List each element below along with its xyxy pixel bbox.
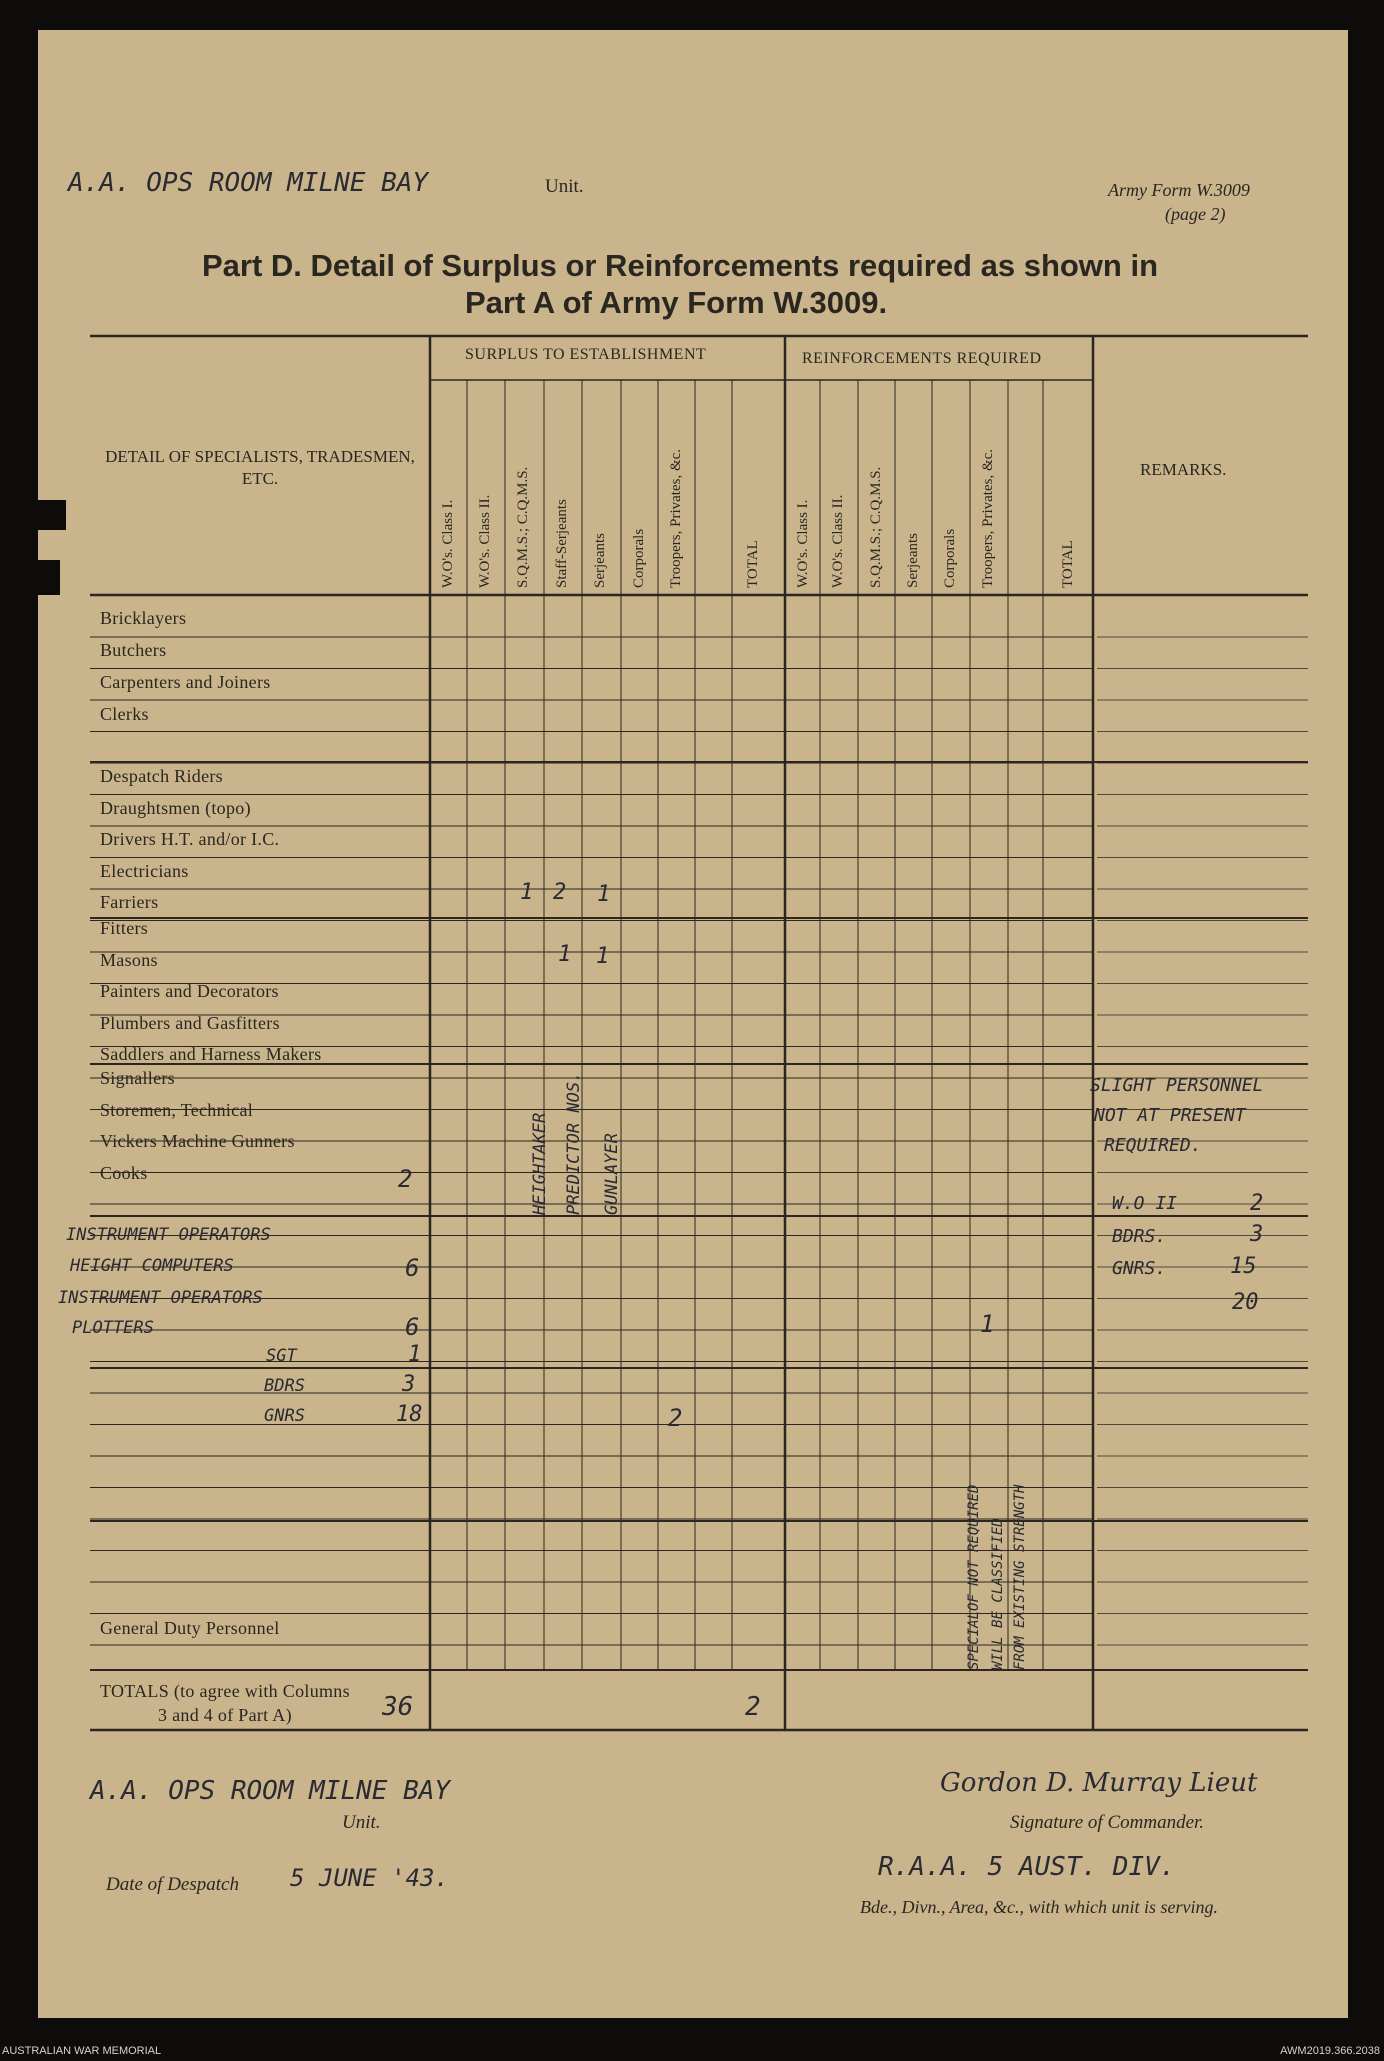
formation-handwritten: R.A.A. 5 AUST. DIV. (878, 1852, 1176, 1882)
row-label: Painters and Decorators (100, 981, 279, 1001)
surplus-column-header: S.Q.M.S.; C.Q.M.S. (515, 466, 531, 588)
reinf-column-header: S.Q.M.S.; C.Q.M.S. (868, 466, 884, 588)
remarks-gnrs: GNRS. (1112, 1258, 1167, 1279)
surplus-column-header: Corporals (631, 528, 647, 588)
reinf-column-header: Corporals (942, 528, 958, 588)
formation-label: Bde., Divn., Area, &c., with which unit is serving. (860, 1897, 1218, 1917)
despatch-date: 5 JUNE '43. (290, 1864, 449, 1892)
remarks-gnrs-count: 15 (1230, 1254, 1257, 1279)
remarks-total: 20 (1232, 1290, 1259, 1315)
remarks-bdrs-count: 3 (1250, 1222, 1264, 1247)
surplus-column-header: W.O's. Class II. (477, 494, 493, 588)
surplus-column-header: W.O's. Class I. (440, 499, 456, 588)
cooks-count: 2 (398, 1165, 413, 1193)
remarks-line: SLIGHT PERSONNEL (1090, 1075, 1264, 1096)
handwritten-row: PLOTTERS (72, 1318, 154, 1338)
row-label: Cooks (100, 1163, 148, 1183)
surplus-column-header: Troopers, Privates, &c. (668, 448, 684, 588)
handwritten-row: HEIGHT COMPUTERS (70, 1256, 234, 1276)
despatch-label: Date of Despatch (106, 1874, 239, 1895)
remarks-wo: W.O II (1112, 1193, 1178, 1214)
remarks-line: NOT AT PRESENT (1094, 1105, 1246, 1126)
unit-label: Unit. (545, 176, 584, 197)
reinf-column-header: W.O's. Class II. (830, 494, 846, 588)
handwritten-count: 6 (405, 1313, 420, 1341)
surplus-column-header: Staff-Serjeants (554, 499, 570, 588)
fitters-sjt: 1 (596, 944, 610, 969)
remarks-bdrs: BDRS. (1112, 1226, 1167, 1247)
page-title-line2: Part A of Army Form W.3009. (465, 285, 888, 320)
farriers-sqms: 1 (520, 880, 534, 905)
vertical-note: WILL BE CLASSIFIED (990, 1518, 1006, 1670)
reinforcements-heading: REINFORCEMENTS REQUIRED (802, 350, 1042, 367)
vertical-note: SPECIALOF NOT REQUIRED (966, 1484, 982, 1670)
vertical-note: GUNLAYER (602, 1133, 622, 1215)
form-page: (page 2) (1165, 204, 1226, 224)
general-duty-label: General Duty Personnel (100, 1618, 280, 1638)
vertical-note: FROM EXISTING STRENGTH (1012, 1484, 1028, 1670)
handwritten-row: GNRS (264, 1406, 305, 1426)
handwritten-row: SGT (266, 1346, 297, 1366)
row-label: Farriers (100, 892, 159, 912)
totals-label-1: TOTALS (to agree with Columns (100, 1681, 350, 1701)
row-label: Signallers (100, 1068, 175, 1088)
totals-surplus: 2 (745, 1692, 761, 1722)
reinf-column-header: Serjeants (905, 533, 921, 588)
gnrs-troopers-surplus: 2 (668, 1404, 683, 1432)
row-label: Carpenters and Joiners (100, 672, 271, 692)
farriers-staff-sjt: 2 (553, 880, 567, 905)
handwritten-row: INSTRUMENT OPERATORS (66, 1225, 271, 1245)
signature-label: Signature of Commander. (1010, 1812, 1205, 1833)
handwritten-count: 18 (396, 1402, 423, 1427)
vertical-note: PREDICTOR NOS. (564, 1071, 584, 1215)
remarks-line: REQUIRED. (1104, 1135, 1202, 1156)
page-title-line1: Part D. Detail of Surplus or Reinforcements required as shown in (202, 248, 1159, 283)
reinf-column-header: TOTAL (1060, 540, 1076, 588)
fitters-staff-sjt: 1 (558, 942, 572, 967)
bottom-unit-handwritten: A.A. OPS ROOM MILNE BAY (90, 1776, 451, 1806)
vertical-note: HEIGHTAKER (530, 1112, 550, 1215)
remarks-heading: REMARKS. (1140, 460, 1227, 479)
handwritten-row: BDRS (264, 1376, 305, 1396)
handwritten-row: INSTRUMENT OPERATORS (58, 1288, 263, 1308)
row-label: Fitters (100, 918, 149, 938)
row-label: Butchers (100, 640, 167, 660)
row-label: Electricians (100, 861, 189, 881)
row-label: Plumbers and Gasfitters (100, 1013, 280, 1033)
form-number: Army Form W.3009 (1108, 180, 1250, 200)
row-label: Despatch Riders (100, 766, 223, 786)
row-label: Saddlers and Harness Makers (100, 1044, 322, 1064)
remarks-wo-count: 2 (1250, 1191, 1264, 1216)
row-label: Storemen, Technical (100, 1100, 254, 1120)
reinf-column-header: W.O's. Class I. (795, 499, 811, 588)
row-label: Clerks (100, 704, 149, 724)
row-label: Drivers H.T. and/or I.C. (100, 829, 280, 849)
row-label: Draughtsmen (topo) (100, 798, 251, 818)
archive-credit: AUSTRALIAN WAR MEMORIAL (2, 2045, 162, 2057)
bottom-unit-label: Unit. (342, 1812, 381, 1833)
detail-column-header: DETAIL OF SPECIALISTS, TRADESMEN, ETC. (105, 447, 415, 488)
row-label: Bricklayers (100, 608, 187, 628)
row-label: Masons (100, 950, 158, 970)
handwritten-count: 6 (405, 1254, 420, 1282)
totals-label-2: 3 and 4 of Part A) (158, 1705, 292, 1725)
farriers-sjt: 1 (597, 882, 611, 907)
surplus-column-header: TOTAL (745, 540, 761, 588)
row-label: Vickers Machine Gunners (100, 1131, 295, 1151)
unit-handwritten: A.A. OPS ROOM MILNE BAY (68, 168, 429, 198)
commander-signature: Gordon D. Murray Lieut (940, 1768, 1258, 1798)
handwritten-count: 3 (402, 1372, 416, 1397)
archive-reference: AWM2019.366.2038 (1280, 2045, 1380, 2057)
surplus-heading: SURPLUS TO ESTABLISHMENT (465, 346, 707, 363)
surplus-column-header: Serjeants (592, 533, 608, 588)
totals-count: 36 (382, 1692, 414, 1722)
handwritten-count: 1 (408, 1342, 422, 1367)
plotters-reinforcement: 1 (980, 1310, 995, 1338)
reinf-column-header: Troopers, Privates, &c. (980, 448, 996, 588)
